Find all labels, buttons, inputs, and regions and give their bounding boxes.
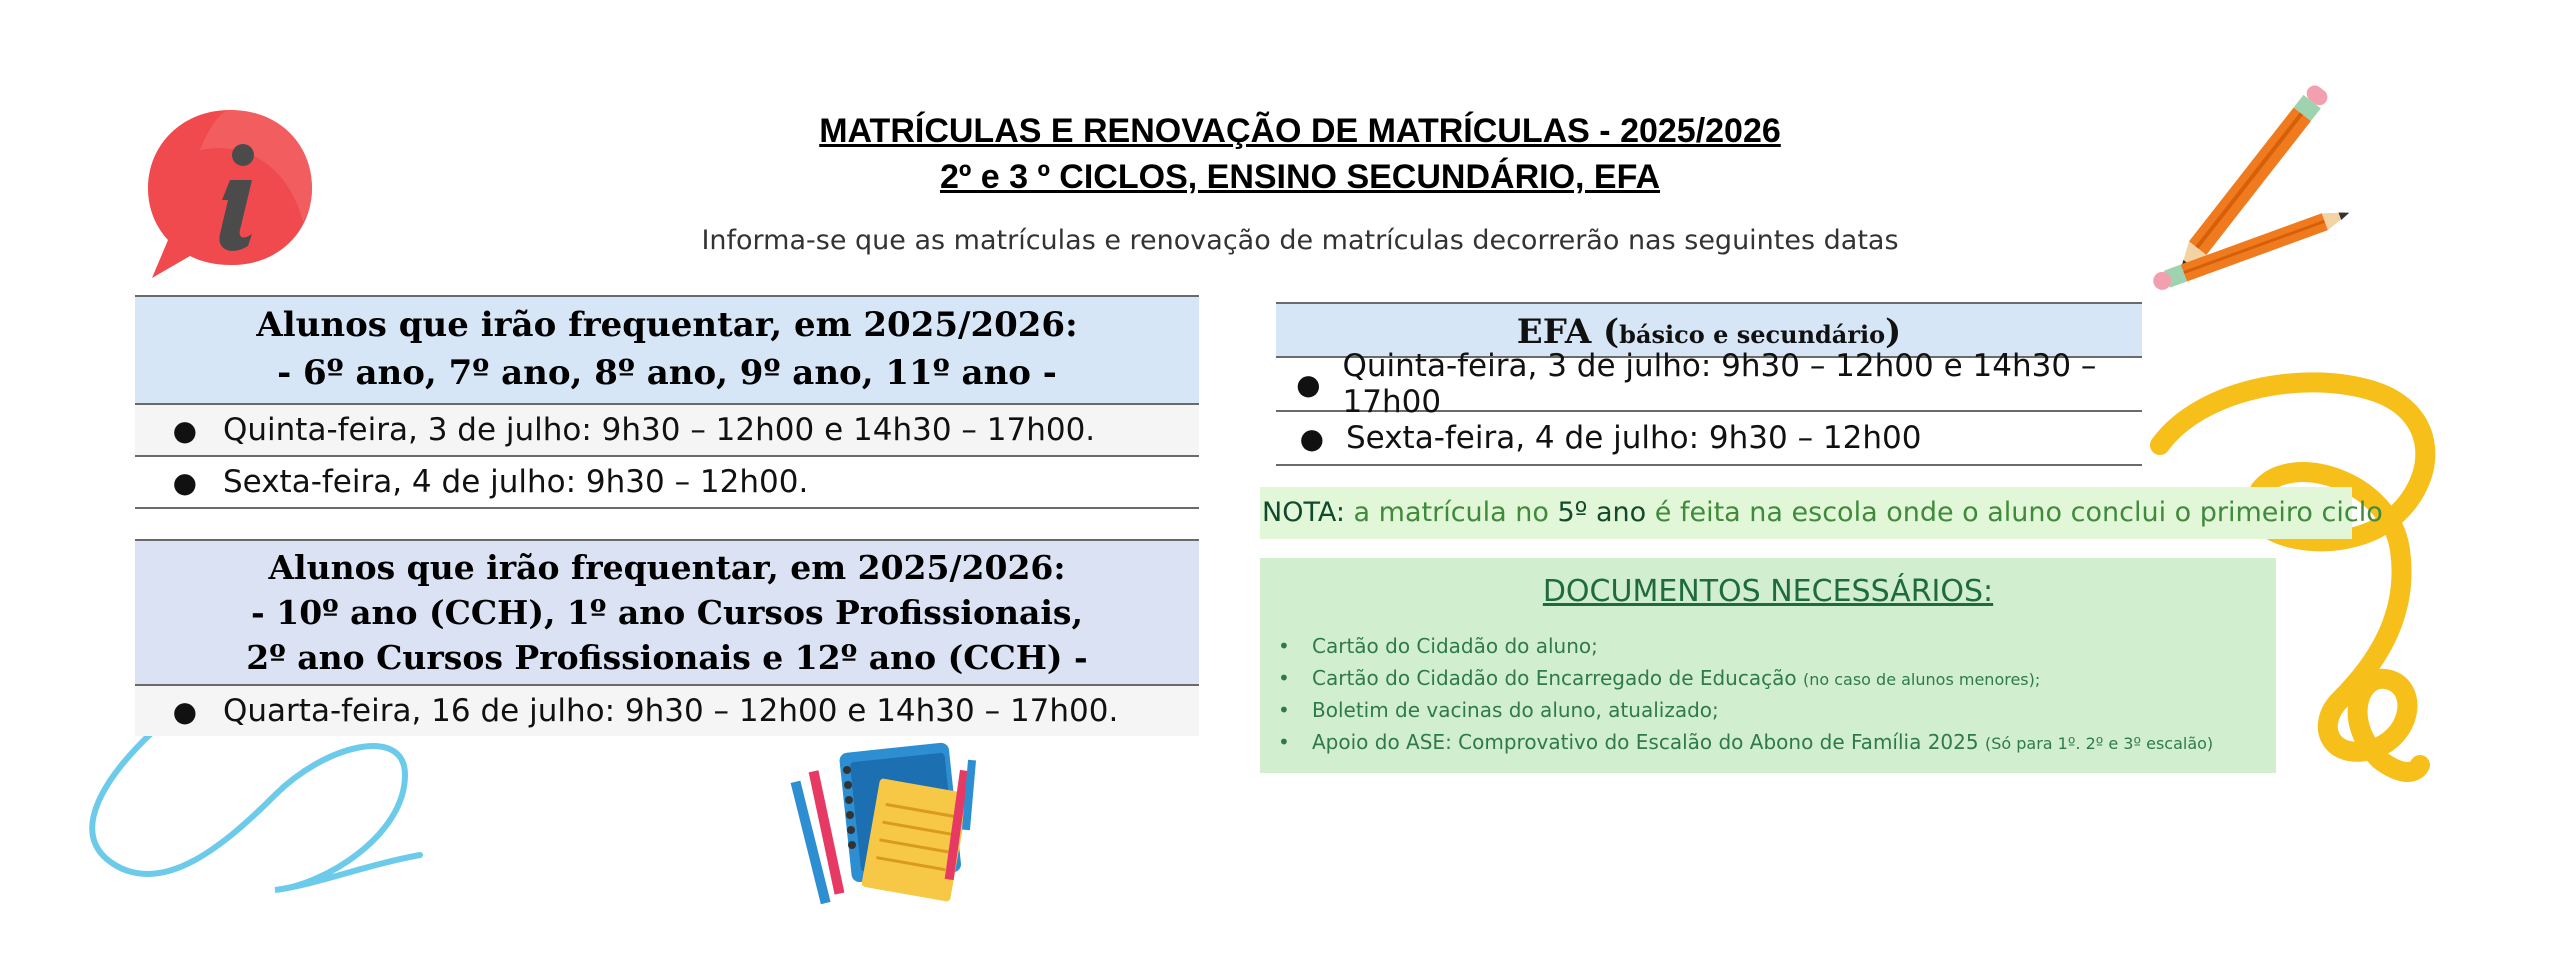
efa-date-text: Quinta-feira, 3 de julho: 9h30 – 12h00 e 14h30 – 17h00: [1342, 348, 2097, 420]
group2-date-row: [135, 686, 1199, 736]
group1-date-text: Sexta-feira, 4 de julho: 9h30 – 12h00.: [223, 464, 809, 500]
group2-header-line-1: Alunos que irão frequentar, em 2025/2026:: [268, 548, 1066, 587]
group1-header-line-2: - 6º ano, 7º ano, 8º ano, 9º ano, 11º ano -: [277, 353, 1057, 393]
enrollment-table-regular: [135, 295, 1199, 736]
document-item: • Cartão do Cidadão do Encarregado de Educação (no caso de alunos menores);: [1278, 666, 2041, 690]
bullet: ●: [1296, 367, 1321, 401]
nota-label: NOTA:: [1262, 497, 1345, 528]
document-item: • Cartão do Cidadão do aluno;: [1278, 634, 1598, 658]
group2-header-line-3: 2º ano Cursos Profissionais e 12º ano (CCH) -: [246, 638, 1088, 677]
group1-header-line-1: Alunos que irão frequentar, em 2025/2026:: [256, 305, 1078, 345]
page-title: [0, 108, 2560, 200]
nota-note: NOTA: a matrícula no 5º ano é feita na escola onde o aluno conclui o primeiro ciclo: [1260, 487, 2352, 539]
documents-title: DOCUMENTOS NECESSÁRIOS:: [1542, 574, 1994, 609]
notebook-stationery-icon: [785, 740, 985, 910]
group1-date-row: [135, 457, 1199, 509]
group2-header: [135, 539, 1199, 686]
efa-date-row: [1276, 348, 2142, 420]
group1-date-text: Quinta-feira, 3 de julho: 9h30 – 12h00 e 14h30 – 17h00.: [223, 412, 1096, 448]
document-item: • Boletim de vacinas do aluno, atualizado;: [1278, 698, 1719, 722]
documents-box: [1260, 558, 2276, 773]
bullet: ●: [1299, 421, 1324, 455]
bullet: ●: [172, 413, 197, 447]
group1-date-row: [135, 405, 1199, 457]
nota-highlight: 5º ano: [1557, 497, 1647, 528]
group1-header: [135, 295, 1199, 405]
blue-squiggle-decoration: [75, 715, 435, 905]
bullet: ●: [172, 465, 197, 499]
title-line-2: 2º e 3 º CICLOS, ENSINO SECUNDÁRIO, EFA: [939, 158, 1661, 196]
page-subtitle: Informa-se que as matrículas e renovação de matrículas decorrerão nas seguintes datas: [701, 225, 1899, 256]
efa-date-text: Sexta-feira, 4 de julho: 9h30 – 12h00: [1346, 420, 1922, 456]
title-line-1: MATRÍCULAS E RENOVAÇÃO DE MATRÍCULAS - 2025/2026: [819, 112, 1781, 150]
efa-header: EFA (básico e secundário): [1276, 302, 2142, 358]
efa-date-row: [1276, 412, 2142, 466]
group2-date-text: Quarta-feira, 16 de julho: 9h30 – 12h00 e 14h30 – 17h00.: [223, 693, 1119, 729]
enrollment-table-efa: [1276, 302, 2142, 466]
bullet: ●: [172, 694, 197, 728]
group2-header-line-2: - 10º ano (CCH), 1º ano Cursos Profissionais,: [251, 593, 1083, 632]
documents-list: [1278, 630, 2213, 758]
document-item: • Apoio do ASE: Comprovativo do Escalão do Abono de Família 2025 (Só para 1º. 2º e 3º escalão): [1278, 730, 2214, 754]
